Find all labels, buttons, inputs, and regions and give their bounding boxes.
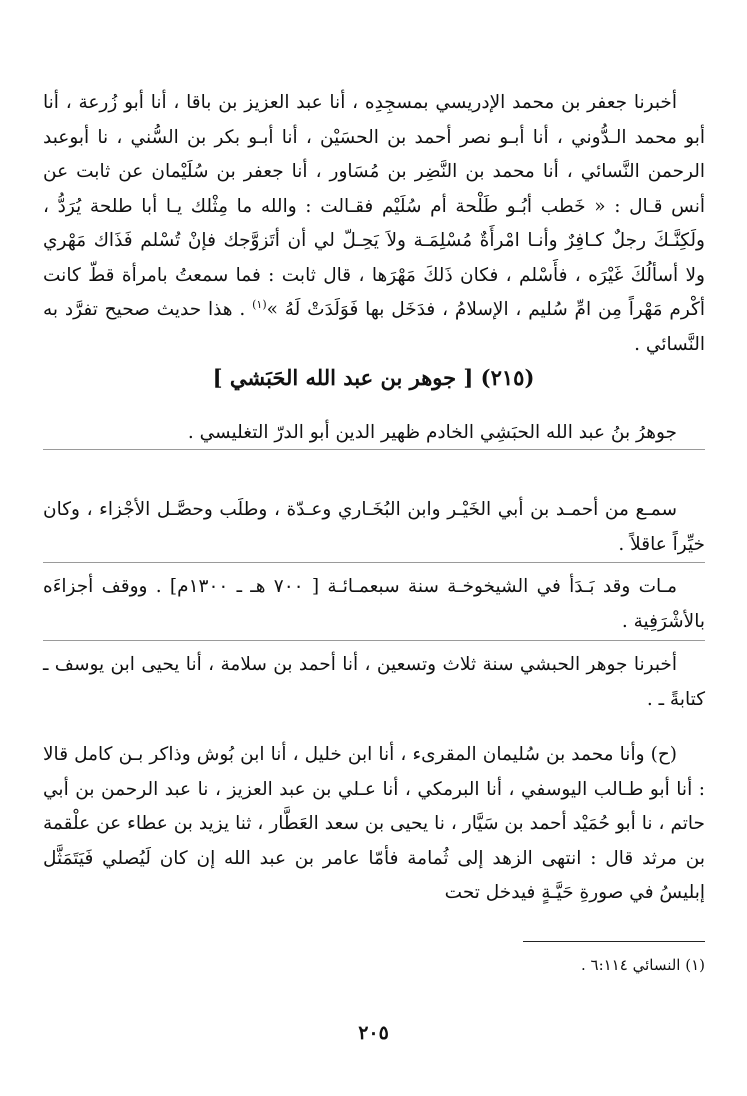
- paragraph-divider: [43, 562, 705, 563]
- biography-intro-paragraph: جوهرُ بنُ عبد الله الحبَشِي الخادم ظهير الدين أبو الدرّ التغليسي .: [187, 422, 677, 443]
- footnote: (١) النسائي ٦:١١٤ .: [580, 956, 705, 974]
- biography-study-paragraph: سمـع من أحمـد بن أبي الخَيْـر وابن البُخَـاري وعـدّة ، وطلَب وحصَّـل الأجْزاء ، وكان خيِّراً عاقلاً .: [43, 499, 705, 555]
- isnad-paragraph-anas: [43, 86, 705, 362]
- isnad-paragraph-jawhar: أخبرنا جوهر الحبشي سنة ثلاث وتسعين ، أنا أحمد بن سلامة ، أنا يحيى ابن يوسف ـ كتابةً ـ .: [43, 654, 705, 710]
- biography-death-paragraph: مـات وقد بَـدَأ في الشيخوخـة سنة سبعمـائـة [ ٧٠٠ هـ ـ ١٣٠٠م] . ووقف أجزاءَه بالأشْرَفِية .: [43, 576, 705, 632]
- paragraph-divider: [43, 449, 705, 450]
- page-number: ٢٠٥: [358, 1022, 389, 1044]
- paragraph-divider: [43, 640, 705, 641]
- isnad-paragraph-thumama: (ح) وأنا محمد بن سُليمان المقرىء ، أنا ابن خليل ، أنا ابن بُوش وذاكر بـن كامل قالا : أنا أبو طـالب اليوسفي ، أنا البرمكي ، أنا عـلي بن عبد العزيز ، نا عبد الرحمن بن أبي حاتم ، نا أبو حُمَيْد أحمد بن سَيَّار ، نا يحيى بن سعد العَطَّار ، ثنا يزيد بن عطاء عن علْقمة بن مرثد قال : انتهى الزهد إلى ثُمامة فأمّا عامر بن عبد الله إن كان لَيُصلي فَيَتَمَثَّل إبليسُ في صورةِ حَيَّـةٍ فيدخل تحت: [43, 744, 705, 903]
- paragraph-text: أخبرنا جعفر بن محمد الإدريسي بمسجِدِه ، أنا عبد العزيز بن باقا ، أنا أبو زُرعة ، أنا أبو محمد الـدُّوني ، أنا أبـو نصر أحمد بن الحسَيْن ، أنا أبـو بكر بن السُّني ، نا أبوعبد الرحمن النَّسائي ، أنا محمد بن النَّضِر بن مُسَاور ، أنا جعفر بن سُلَيْمان عن ثابت عن أنس قـال : « خَطب أبُـو طَلْحة أم سُلَيْم فقـالت : والله ما مِثْلك يـا أبا طلحة يُرَدُّ ، ولَكِنَّـكَ رجلٌ كـافِرٌ وأنـا امْرأَةٌ مُسْلِمَـة ولاَ يَحِـلّ لي أن أتَزوَّجك فإنْ تُسْلم فَذَاك مَهْري ولا أسألُكَ غَيْرَه ، فأَسْلم ، فكان ذَلكَ مَهْرَها ، قال ثابت : فما سمعتُ بامرأة قطّ كانت أكْرم مَهْراً مِن امِّ سُليم ، الإسلامُ ، فدَخَل بها فَوَلَدَتْ لَهُ »: [43, 92, 706, 320]
- paragraph-text-end: . هذا حديث صحيح تفرَّد به النَّسائي .: [43, 299, 705, 355]
- biography-heading: (٢١٥) [ جوهر بن عبد الله الحَبَشي ]: [212, 365, 535, 390]
- footnote-separator: [523, 941, 705, 942]
- footnote-marker: (١): [252, 297, 267, 311]
